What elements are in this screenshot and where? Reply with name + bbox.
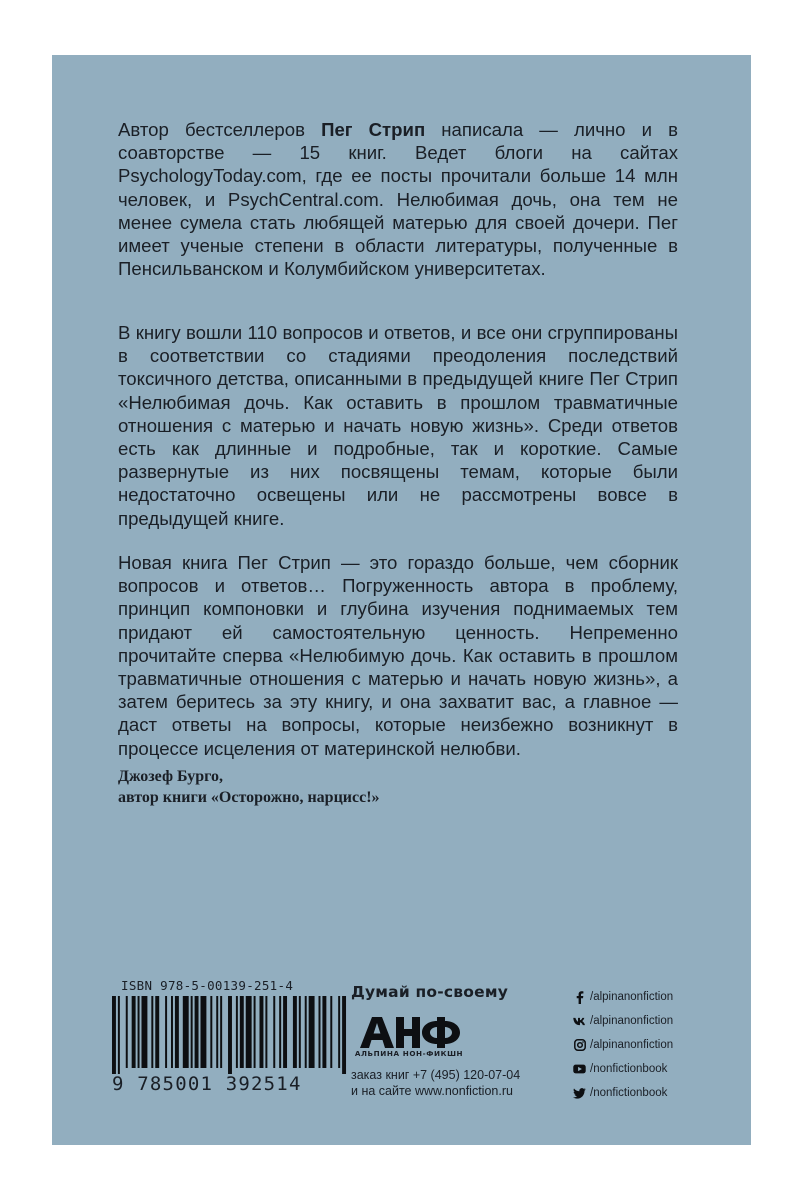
barcode-bar <box>293 996 297 1068</box>
barcode-bar <box>171 996 173 1068</box>
publisher-logo <box>358 1015 462 1049</box>
twitter-icon <box>573 1087 586 1100</box>
barcode-bar <box>220 996 222 1068</box>
barcode-bar <box>305 996 307 1068</box>
barcode-bar <box>240 996 244 1068</box>
social-link-youtube[interactable] <box>573 1057 673 1081</box>
barcode-bar <box>309 996 315 1068</box>
social-label: /alpinanonfiction <box>590 1039 674 1051</box>
social-link-instagram[interactable] <box>573 1033 673 1057</box>
barcode-bar <box>165 996 167 1068</box>
vk-icon <box>573 1015 586 1028</box>
social-label: /nonfictionbook <box>590 1087 668 1099</box>
barcode-bar <box>138 996 140 1068</box>
instagram-icon <box>573 1039 586 1052</box>
barcode-bar <box>175 996 179 1068</box>
barcode-bar <box>112 996 116 1074</box>
order-website: и на сайте www.nonfiction.ru <box>351 1084 513 1098</box>
book-description: В книгу вошли 110 вопросов и ответов, и все они сгруппированы в соответствии со стадиями преодоления последствий токсичного детства, описанными в предыдущей книге Пег Стрип «Нелюбимая дочь. Как оставить в прошлом травматичные отношения с матерью и начать новую жизнь». Среди ответов есть как длинные и подробные, так и короткие. Самые развернутые из них посвящены темам, которые были недостаточно освещены или не рассмотрены вовсе в предыдущей книге. <box>118 322 678 529</box>
barcode-bar <box>342 996 346 1074</box>
barcode-bar <box>236 996 238 1068</box>
facebook-icon <box>573 991 586 1004</box>
barcode-bar <box>191 996 193 1068</box>
barcode-bar <box>299 996 301 1068</box>
social-link-vk[interactable] <box>573 1009 673 1033</box>
barcode-bar <box>216 996 218 1068</box>
barcode-bar <box>265 996 267 1068</box>
youtube-icon <box>573 1063 586 1076</box>
barcode-bar <box>118 996 120 1074</box>
publisher-name: АЛЬПИНА НОН-ФИКШН <box>354 1049 464 1058</box>
barcode-bar <box>273 996 275 1068</box>
barcode-bar <box>283 996 287 1068</box>
reviewer-name: Джозеф Бурго, <box>118 768 223 785</box>
barcode-bar <box>126 996 128 1068</box>
social-link-twitter[interactable] <box>573 1081 673 1105</box>
barcode-bar <box>338 996 340 1068</box>
author-bio-intro: Автор бестселлеров <box>118 119 322 140</box>
barcode-bar <box>246 996 252 1068</box>
review-attribution <box>118 766 380 808</box>
book-back-cover <box>52 55 751 1145</box>
barcode-bar <box>319 996 321 1068</box>
author-bio <box>118 118 678 280</box>
social-links <box>573 985 673 1105</box>
review-quote: Новая книга Пег Стрип — это гораздо больше, чем сборник вопросов и ответов… Погруженность автора в проблему, принцип компоновки и глубина изучения поднимаемых тем придают ей самостоятельную ценность. Непременно прочитайте сперва «Нелюбимую дочь. Как оставить в прошлом травматичные отношения с матерью и начать новую жизнь», а затем беритесь за эту книгу, и она захватит вас, а главное — даст ответы на вопросы, которые неизбежно возникнут в процессе исцеления от материнской нелюбви. <box>118 552 678 759</box>
barcode-bar <box>201 996 207 1068</box>
barcode-bar <box>228 996 232 1074</box>
barcode-bar <box>195 996 199 1068</box>
social-label: /alpinanonfiction <box>590 1015 674 1027</box>
barcode-bar <box>322 996 326 1068</box>
barcode-bar <box>183 996 189 1068</box>
publisher-tagline: Думай по-своему <box>351 983 509 1001</box>
social-label: /alpinanonfiction <box>590 991 674 1003</box>
barcode-bar <box>279 996 281 1068</box>
barcode-bar <box>210 996 212 1068</box>
order-phone: заказ книг +7 (495) 120-07-04 <box>351 1068 521 1082</box>
barcode-bar <box>254 996 256 1068</box>
reviewer-title: автор книги «Осторожно, нарцисс!» <box>118 789 380 806</box>
barcode-digits: 9 785001 392514 <box>112 1073 302 1095</box>
order-info <box>351 1067 520 1099</box>
barcode-bar <box>132 996 136 1068</box>
barcode-bar <box>142 996 148 1068</box>
author-bio-text: написала — лично и в соавторстве — 15 книг. Ведет блоги на сайтах PsychologyToday.com, где ее посты прочитали больше 14 млн человек, и PsychCentral.com. Нелюбимая дочь, она тем не менее сумела стать любящей матерью для своей дочери. Пег имеет ученые степени в области литературы, полученные в Пенсильванском и Колумбийском университетах. <box>118 119 678 280</box>
social-label: /nonfictionbook <box>590 1063 668 1075</box>
barcode-bar <box>330 996 332 1068</box>
barcode-bar <box>260 996 264 1068</box>
social-link-facebook[interactable] <box>573 985 673 1009</box>
barcode-bar <box>155 996 159 1068</box>
barcode-bar <box>151 996 153 1068</box>
author-name: Пег Стрип <box>321 119 426 140</box>
isbn-label: ISBN 978-5-00139-251-4 <box>121 978 294 993</box>
